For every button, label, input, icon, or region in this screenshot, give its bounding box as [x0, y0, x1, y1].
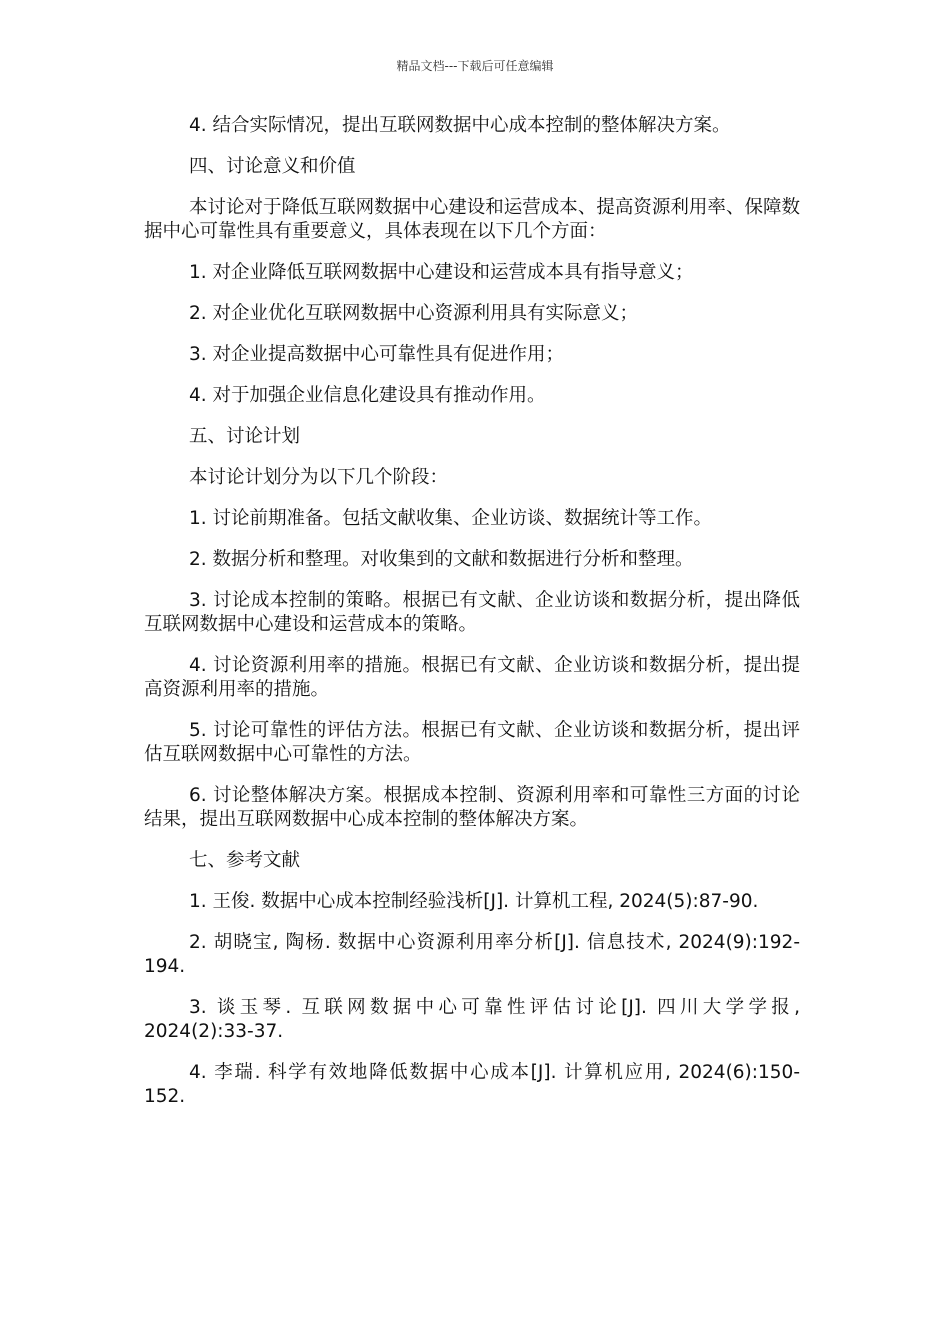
list-item: 4. 讨论资源利用率的措施。根据已有文献、企业访谈和数据分析，提出提高资源利用率的措施。 [144, 655, 800, 700]
reference-item: 3. 谈玉琴. 互联网数据中心可靠性评估讨论[J]. 四川大学学报, 2024(2):33-37. [144, 997, 800, 1042]
list-item: 1. 对企业降低互联网数据中心建设和运营成本具有指导意义； [189, 262, 694, 283]
reference-item: 2. 胡晓宝, 陶杨. 数据中心资源利用率分析[J]. 信息技术, 2024(9):192-194. [144, 932, 800, 977]
section-heading: 七、参考文献 [189, 850, 301, 871]
page-header: 精品文档---下载后可任意编辑 [396, 59, 554, 73]
list-item: 2. 对企业优化互联网数据中心资源利用具有实际意义； [189, 303, 639, 324]
list-item: 6. 讨论整体解决方案。根据成本控制、资源利用率和可靠性三方面的讨论结果，提出互联网数据中心成本控制的整体解决方案。 [144, 785, 800, 830]
reference-item: 4. 李瑞. 科学有效地降低数据中心成本[J]. 计算机应用, 2024(6):150-152. [144, 1062, 800, 1107]
list-item: 1. 讨论前期准备。包括文献收集、企业访谈、数据统计等工作。 [189, 508, 713, 529]
list-item: 4. 对于加强企业信息化建设具有推动作用。 [189, 385, 546, 406]
list-item: 4. 结合实际情况，提出互联网数据中心成本控制的整体解决方案。 [189, 115, 731, 136]
section-heading: 五、讨论计划 [189, 426, 301, 447]
reference-item: 1. 王俊. 数据中心成本控制经验浅析[J]. 计算机工程, 2024(5):87-90. [189, 891, 759, 912]
list-item: 2. 数据分析和整理。对收集到的文献和数据进行分析和整理。 [189, 549, 694, 570]
paragraph: 本讨论对于降低互联网数据中心建设和运营成本、提高资源利用率、保障数据中心可靠性具有重要意义，具体表现在以下几个方面： [144, 197, 800, 242]
list-item: 3. 对企业提高数据中心可靠性具有促进作用； [189, 344, 565, 365]
section-heading: 四、讨论意义和价值 [189, 156, 356, 177]
document-body [144, 114, 800, 1126]
list-item: 3. 讨论成本控制的策略。根据已有文献、企业访谈和数据分析，提出降低互联网数据中心建设和运营成本的策略。 [144, 590, 800, 635]
paragraph: 本讨论计划分为以下几个阶段： [189, 467, 449, 488]
list-item: 5. 讨论可靠性的评估方法。根据已有文献、企业访谈和数据分析，提出评估互联网数据中心可靠性的方法。 [144, 720, 800, 765]
